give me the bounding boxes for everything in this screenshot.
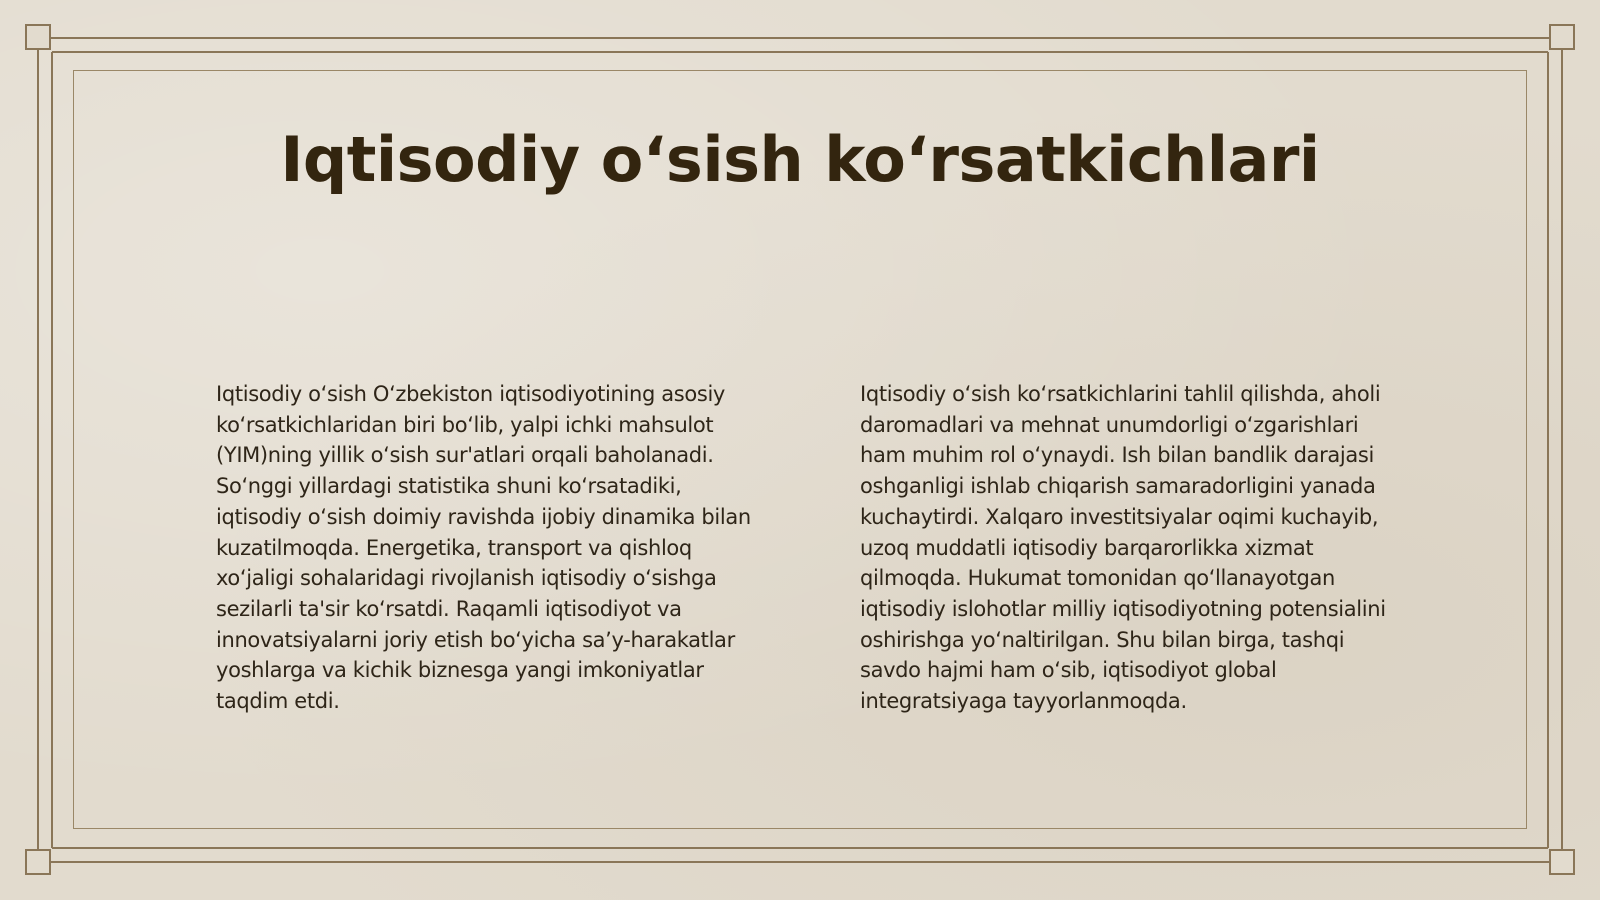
corner-ornament-bottom-right [1549,849,1575,875]
body-paragraph-left: Iqtisodiy oʻsish Oʻzbekiston iqtisodiyotining asosiy koʻrsatkichlaridan biri boʻlib, yalpi ichki mahsulot (YIM)ning yillik oʻsish sur'atlari orqali baholanadi. Soʻnggi yillardagi statistika shuni koʻrsatadiki, iqtisodiy oʻsish doimiy ravishda ijobiy dinamika bilan kuzatilmoqda. Energetika, transport va qishloq xoʻjaligi sohalaridagi rivojlanish iqtisodiy oʻsishga sezilarli ta'sir koʻrsatdi. Raqamli iqtisodiyot va innovatsiyalarni joriy etish boʻyicha saʼy-harakatlar yoshlarga va kichik biznesga yangi imkoniyatlar taqdim etdi. [216,382,751,714]
corner-ornament-top-left [25,24,51,50]
slide-title: Iqtisodiy oʻsish koʻrsatkichlari [280,123,1320,196]
body-paragraph-right: Iqtisodiy oʻsish koʻrsatkichlarini tahlil qilishda, aholi daromadlari va mehnat unumdorligi oʻzgarishlari ham muhim rol oʻynaydi. Ish bilan bandlik darajasi oshganligi ishlab chiqarish samaradorligini yanada kuchaytirdi. Xalqaro investitsiyalar oqimi kuchayib, uzoq muddatli iqtisodiy barqarorlikka xizmat qilmoqda. Hukumat tomonidan qoʻllanayotgan iqtisodiy islohotlar milliy iqtisodiyotning potensialini oshirishga yoʻnaltirilgan. Shu bilan birga, tashqi savdo hajmi ham oʻsib, iqtisodiyot global integratsiyaga tayyorlanmoqda. [860,382,1386,714]
frame-bottom-line [38,861,1562,863]
frame-top-line [38,37,1562,39]
corner-ornament-top-right [1549,24,1575,50]
corner-ornament-bottom-left [25,849,51,875]
frame-bottom-line-inner [52,847,1548,849]
frame-top-line-inner [52,51,1548,53]
